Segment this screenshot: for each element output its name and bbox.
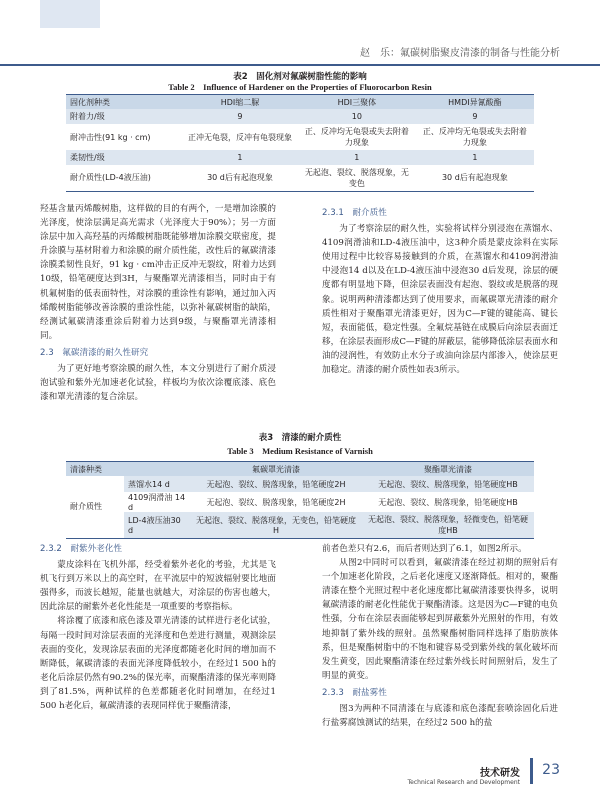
table-row (66, 150, 534, 165)
table-cell: 1 (416, 150, 534, 165)
table-cell: 无起泡、裂纹、脱落现象，无变色 (304, 167, 409, 188)
running-title: 赵 乐：氟碳树脂聚皮清漆的制备与性能分析 (360, 48, 560, 59)
table-cell: 无起泡、裂纹、脱落现象，铅笔硬度2H (206, 497, 346, 507)
journal-logo (408, 764, 520, 786)
section-heading: 2.3.3 耐盐雾性 (322, 687, 387, 698)
table-cell: 蒸馏水14 d (124, 476, 190, 492)
table3-header: 氟碳罩光清漆 (190, 462, 362, 477)
left-column-upper (40, 202, 276, 404)
table3-group-label: 耐介质性 (70, 502, 102, 512)
table2-header: 固化剂种类 (66, 95, 182, 110)
table-row (66, 109, 534, 124)
paragraph: 从图2中同时可以看到，氟碳清漆在经过初期的照射后有一个加速老化阶段，之后老化速度又逐渐降低。相对的，聚酯清漆在整个光照过程中老化速度都比氟碳清漆要快得多，说明氟碳清漆的耐老化性能优于聚酯清漆。这是因为C—F键的电负性强，分布在涂层表面能够起到屏蔽紫外光照射的作用，有效地抑制了紫外线的照射。虽然聚酯树脂同样选择了脂肪族体系，但是聚酯树脂中的不饱和键容易受到紫外线的氧化破坏而发生黄变，因此聚酯清漆在经过紫外线长时间照射后，发生了明显的黄变。 (322, 558, 558, 681)
table-cell: 无起泡、裂纹、脱落现象，铅笔硬度HB (378, 497, 518, 507)
table-cell: LD-4液压油30 d (124, 512, 190, 538)
journal-name-cn: 技术研发 (480, 768, 520, 779)
journal-name-en: Technical Research and Development (407, 779, 520, 786)
table3 (66, 461, 534, 539)
table2-header: HDI三聚体 (298, 95, 416, 110)
table-cell: 无起泡、裂纹、脱落现象，无变色，铅笔硬度H (190, 512, 362, 538)
paragraph: 前者色差只有2.6，而后者则达到了6.1，如图2所示。 (322, 544, 527, 554)
table-cell: 耐冲击性(91 kg · cm) (70, 132, 151, 142)
paragraph: 蒙皮涂料在飞机外部，经受着紫外老化的考验，尤其是飞机飞行到万米以上的高空时，在平流层中的短波辐射要比地面强得多，而波长越短，能量也就越大，对涂层的伤害也越大，因此涂层的耐紫外老化性能是一项重要的考察指标。 (40, 560, 276, 613)
table3-caption-cn: 表3 清漆的耐介质性 (258, 433, 342, 443)
table-row (66, 512, 534, 538)
footer-divider (530, 758, 533, 784)
table3-caption-en: Table 3 Medium Resistance of Varnish (227, 446, 373, 456)
table3-header: 聚酯罩光清漆 (362, 462, 534, 477)
table-row (66, 492, 534, 512)
table-cell: 无起泡、裂纹、脱落现象，轻微变色，铅笔硬度HB (362, 512, 534, 538)
table-cell: 1 (298, 150, 416, 165)
page-number: 23 (542, 762, 560, 778)
table-cell: 耐介质性(LD-4液压油) (70, 173, 151, 183)
table-row (66, 124, 534, 150)
table-row (66, 165, 534, 191)
section-heading: 2.3.1 耐介质性 (322, 208, 387, 218)
right-column-upper (322, 206, 558, 377)
table-cell: 正、反冲均无龟裂或失去附着力现象 (422, 127, 527, 147)
table-cell: 正冲无龟裂，反冲有龟裂现象 (187, 132, 292, 142)
header-decoration (40, 0, 100, 28)
table-cell: 30 d后有起泡现象 (441, 173, 508, 183)
table2 (66, 94, 534, 192)
table-cell: 4109润滑油 14 d (128, 493, 186, 512)
table2-caption-cn: 表2 固化剂对氟碳树脂性能的影响 (233, 72, 367, 82)
left-column-lower (40, 542, 276, 713)
paragraph: 羟基含量丙烯酸树脂，这样做的目的有两个，一是增加涂膜的光泽度，使涂层满足高光需求（光泽度大于90%）；另一方面涂层中加入高羟基的丙烯酸树脂既能够增加涂膜交联密度，提升涂膜与基材附着力和涂膜的耐介质性能，改性后的氟碳清漆涂膜柔韧性良好，91 kg · cm冲击正反冲无裂纹，附着力达到10级，铅笔硬度达到3H，与聚酯罩光清漆相当，同时由于有机氟树脂的低表面特性，对涂膜的重涂性有影响，通过加入丙烯酸树脂能够改善涂膜的重涂性能，以弥补氟碳树脂的缺陷，经测试氟碳清漆重涂后附着力达到9级，与聚酯罩光清漆相同。 (40, 204, 276, 341)
table-cell: 无起泡、裂纹、脱落现象，铅笔硬度2H (190, 476, 362, 492)
table2-header: HMDI异氰酸酯 (416, 95, 534, 110)
paragraph: 为了考察涂层的耐久性，实验将试样分别浸泡在蒸馏水、4109润滑油和LD-4液压油中，这3种介质是蒙皮涂料在实际使用过程中比较容易接触到的介质，在蒸馏水和4109润滑油中浸泡14 d以及在LD-4液压油中浸泡30 d后发现，涂层的硬度都有明显地下降，但涂层表面没有起泡、裂纹或是脱落的现象。说明两种清漆都达到了使用要求，而氟碳罩光清漆的耐介质性相对于聚酯罩光清漆更好，因为C—F键的键能高、键长短，表面能低，稳定性强。全氟烷基链在成膜后向涂层表面迁移，在涂层表面形成C—F键的屏蔽层，能够降低涂层表面水和油的浸润性，有效防止水分子或油向涂层内部渗入，使涂层更加稳定。清漆的耐介质性如表3所示。 (322, 224, 558, 376)
table-cell: 9 (416, 109, 534, 124)
table-cell: 正、反冲均无龟裂或失去附着力现象 (304, 127, 409, 147)
table2-header: HDI缩二脲 (182, 95, 298, 110)
section-heading: 2.3.2 耐紫外老化性 (40, 544, 123, 554)
table3-header: 清漆种类 (66, 462, 190, 477)
table2-caption-en: Table 2 Influence of Hardener on the Properties of Fluorocarbon Resin (168, 82, 432, 92)
table-cell: 9 (182, 109, 298, 124)
right-column-lower (322, 542, 558, 730)
table-cell: 附着力/级 (66, 109, 182, 124)
table-cell: 柔韧性/级 (66, 150, 182, 165)
table-row (66, 476, 534, 492)
paragraph: 图3为两种不同清漆在与底漆和底色漆配套喷涂固化后进行盐雾腐蚀测试的结果，在经过2 500 h的盐 (322, 704, 558, 729)
table-cell: 10 (298, 109, 416, 124)
paragraph: 将涂覆了底漆和底色漆及罩光清漆的试样进行老化试验，每隔一段时间对涂层表面的光泽度和色差进行测量，观测涂层表面的变化，发现涂层表面的光泽度都随老化时间的增加而不断降低，氟碳清漆的表面光泽度降低较小，在经过1 500 h的老化后涂层仍然有90.2%的保光率，而聚酯清漆的保光率则降到了81.5%，两种试样的色差都随老化时间增加，在经过1 500 h老化后，氟碳清漆的表现同样优于聚酯清漆， (40, 616, 276, 712)
table-cell: 1 (182, 150, 298, 165)
section-heading: 2.3 氟碳清漆的耐久性研究 (40, 347, 149, 358)
paragraph: 为了更好地考察涂膜的耐久性，本文分别进行了耐介质浸泡试验和紫外光加速老化试验，样板均为依次涂覆底漆、底色漆和罩光清漆的复合涂层。 (40, 364, 276, 403)
table-cell: 30 d后有起泡现象 (207, 173, 273, 183)
table-cell: 无起泡、裂纹、脱落现象，铅笔硬度HB (362, 476, 534, 492)
